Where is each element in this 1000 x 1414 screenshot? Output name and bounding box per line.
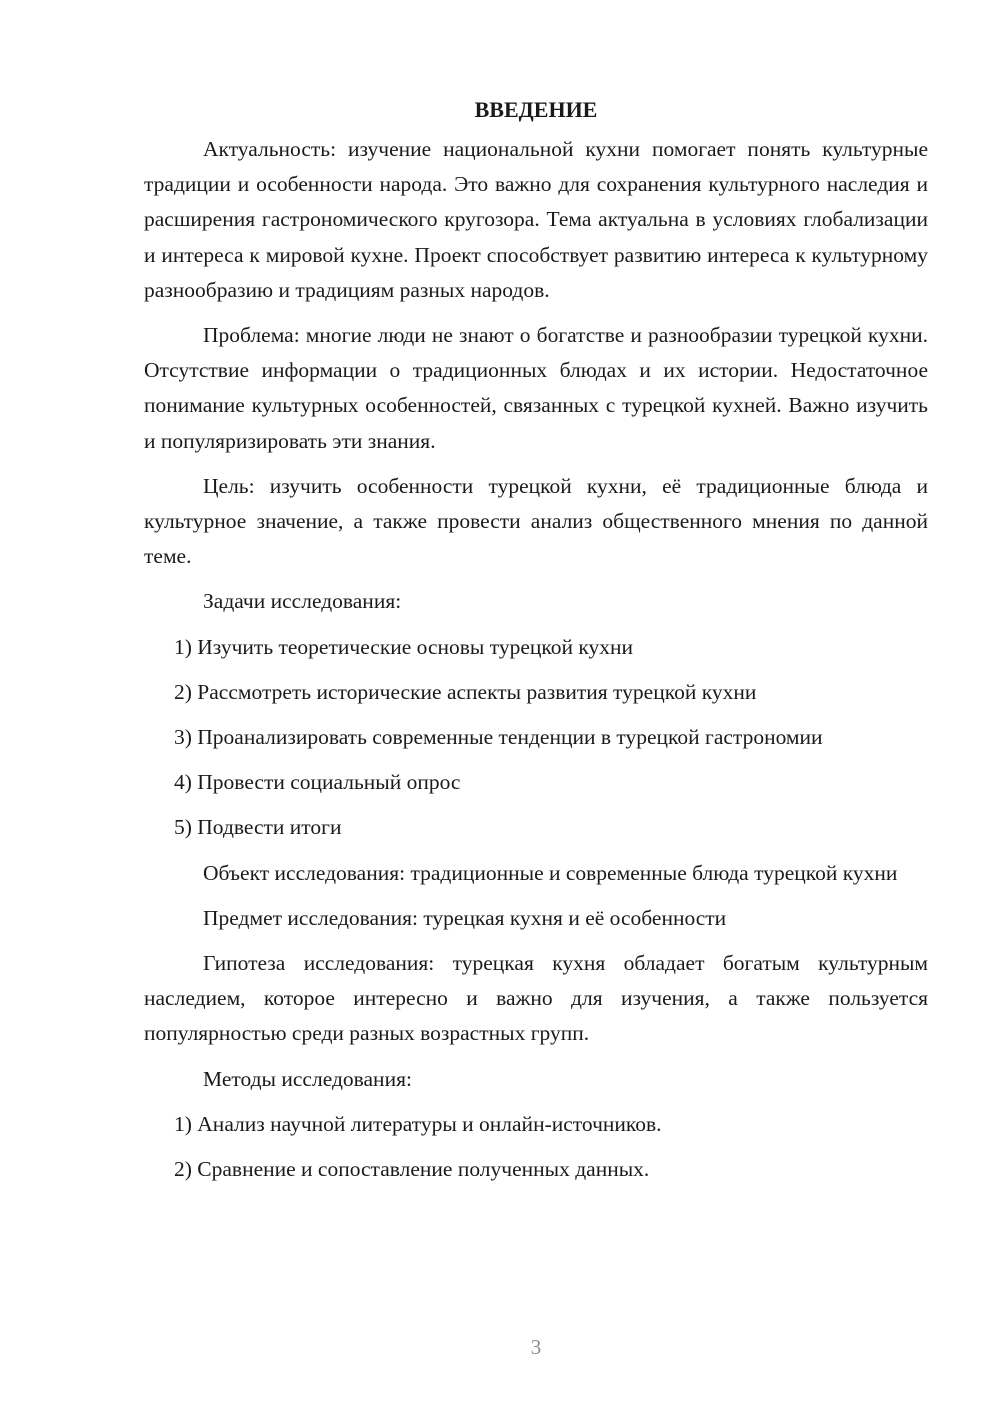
tasks-list <box>144 630 928 846</box>
problem-paragraph: Проблема: многие люди не знают о богатстве и разнообразии турецкой кухни. Отсутствие информации о традиционных блюдах и их истории. Недостаточное понимание культурных особенностей, связанных с турецкой кухней. Важно изучить и популяризировать эти знания. <box>144 323 928 453</box>
section-heading: ВВЕДЕНИЕ <box>474 97 598 122</box>
list-item: 4) Провести социальный опрос <box>174 770 461 795</box>
list-item: 3) Проанализировать современные тенденции в турецкой гастрономии <box>174 725 823 750</box>
hypothesis-paragraph: Гипотеза исследования: турецкая кухня обладает богатым культурным наследием, которое интересно и важно для изучения, а также пользуется популярностью среди разных возрастных групп. <box>144 951 928 1046</box>
list-item: 5) Подвести итоги <box>174 815 342 840</box>
goal-paragraph: Цель: изучить особенности турецкой кухни, её традиционные блюда и культурное значение, а также провести анализ общественного мнения по данной теме. <box>144 473 928 569</box>
document-page <box>144 92 928 1197</box>
page-number: 3 <box>530 1335 542 1359</box>
list-item: 1) Изучить теоретические основы турецкой кухни <box>174 634 634 659</box>
tasks-label: Задачи исследования: <box>203 589 402 614</box>
subject-paragraph: Предмет исследования: турецкая кухня и её особенности <box>203 905 727 930</box>
list-item: 2) Сравнение и сопоставление полученных данных. <box>174 1157 650 1182</box>
relevance-paragraph: Актуальность: изучение национальной кухни помогает понять культурные традиции и особенности народа. Это важно для сохранения культурного наследия и расширения гастрономического кругозора. Тема актуальна в условиях глобализации и интереса к мировой кухне. Проект способствует развитию интереса к культурному разнообразию и традициям разных народов. <box>144 137 928 302</box>
methods-list <box>144 1107 928 1187</box>
list-item: 1) Анализ научной литературы и онлайн-источников. <box>174 1111 662 1136</box>
methods-label: Методы исследования: <box>203 1066 412 1091</box>
list-item: 2) Рассмотреть исторические аспекты развития турецкой кухни <box>174 679 757 704</box>
object-paragraph: Объект исследования: традиционные и современные блюда турецкой кухни <box>203 860 898 885</box>
